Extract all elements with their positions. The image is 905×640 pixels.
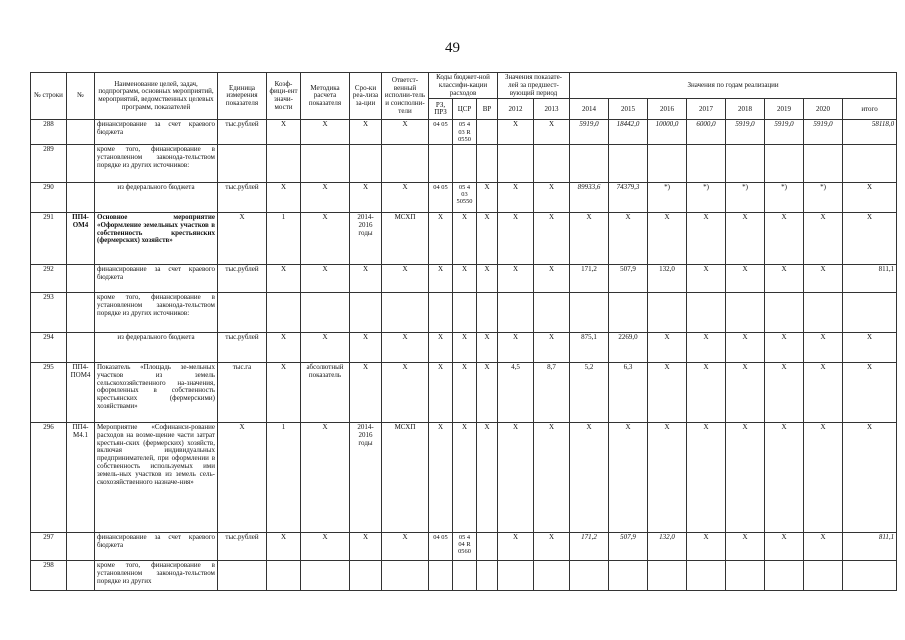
row-2019: Х (765, 213, 804, 265)
row-name: финансирование за счет краевого бюджета (95, 265, 218, 293)
row-2016: *) (648, 183, 687, 213)
row-number: 290 (31, 183, 67, 213)
row-total: Х (843, 183, 897, 213)
header-vr: ВР (477, 99, 498, 120)
row-method: Х (301, 120, 350, 145)
row-name: Показатель «Площадь зе-мельных участков из земель сельскохозяйственного на-значения, оформленных в собственность крестьянских (фермерскими) хозяйствами» (95, 363, 218, 423)
row-2016: Х (648, 333, 687, 363)
row-2014: 171,2 (570, 265, 609, 293)
row-method: Х (301, 533, 350, 561)
row-2014: 171,2 (570, 533, 609, 561)
row-name: кроме того, финансирование в установленном законода-тельством порядке из других источников: (95, 293, 218, 333)
row-vr: Х (477, 363, 498, 423)
row-2016 (648, 561, 687, 591)
row-2019 (765, 293, 804, 333)
row-id: ПП4-ОМ4 (67, 213, 95, 265)
row-2017: Х (687, 213, 726, 265)
row-unit (218, 561, 267, 591)
row-resp: Х (382, 533, 429, 561)
row-2015: 6,3 (609, 363, 648, 423)
row-2018: Х (726, 423, 765, 533)
row-2018: Х (726, 333, 765, 363)
row-vr (477, 293, 498, 333)
row-2015 (609, 561, 648, 591)
row-2020 (804, 561, 843, 591)
row-2012: Х (498, 183, 534, 213)
row-coef: Х (267, 533, 301, 561)
row-term: Х (350, 363, 382, 423)
row-resp: Х (382, 333, 429, 363)
row-resp: МСХП (382, 423, 429, 533)
row-rz: 04 05 (429, 533, 453, 561)
row-unit: тыс.рублей (218, 183, 267, 213)
header-2018: 2018 (726, 99, 765, 120)
row-term (350, 293, 382, 333)
row-2020: Х (804, 213, 843, 265)
header-number: № (67, 73, 95, 120)
row-2018 (726, 561, 765, 591)
table-row (31, 533, 897, 561)
row-2020 (804, 293, 843, 333)
row-vr: Х (477, 213, 498, 265)
row-2013: Х (534, 183, 570, 213)
row-term: Х (350, 265, 382, 293)
row-2019: Х (765, 423, 804, 533)
row-number: 297 (31, 533, 67, 561)
row-coef (267, 561, 301, 591)
row-resp: Х (382, 120, 429, 145)
row-total: Х (843, 423, 897, 533)
table-row (31, 561, 897, 591)
row-name: из федерального бюджета (95, 333, 218, 363)
row-2013: Х (534, 423, 570, 533)
row-2017: *) (687, 183, 726, 213)
row-2018 (726, 145, 765, 183)
row-term: 2014-2016 годы (350, 423, 382, 533)
row-number: 292 (31, 265, 67, 293)
row-number: 295 (31, 363, 67, 423)
row-number: 293 (31, 293, 67, 333)
row-term: Х (350, 120, 382, 145)
header-coefficient: Коэф-фици-ент значи-мости (267, 73, 301, 120)
row-2018: Х (726, 533, 765, 561)
header-row (31, 73, 897, 99)
row-2014: 5919,0 (570, 120, 609, 145)
page-number: 49 (445, 40, 460, 56)
row-term: Х (350, 333, 382, 363)
row-2017: Х (687, 265, 726, 293)
row-unit: Х (218, 423, 267, 533)
row-2015: 74379,3 (609, 183, 648, 213)
row-2017: Х (687, 363, 726, 423)
row-2015: Х (609, 423, 648, 533)
row-csr (453, 561, 477, 591)
row-number: 289 (31, 145, 67, 183)
row-id (67, 265, 95, 293)
row-number: 296 (31, 423, 67, 533)
row-2015: 2269,0 (609, 333, 648, 363)
row-csr: Х (453, 363, 477, 423)
row-name: финансирование за счет краевого бюджета (95, 120, 218, 145)
row-rz: Х (429, 265, 453, 293)
row-vr: Х (477, 183, 498, 213)
header-2016: 2016 (648, 99, 687, 120)
row-2016 (648, 145, 687, 183)
row-csr (453, 145, 477, 183)
row-vr: Х (477, 265, 498, 293)
row-vr (477, 561, 498, 591)
row-2019 (765, 561, 804, 591)
row-resp (382, 293, 429, 333)
row-2012: Х (498, 120, 534, 145)
header-2017: 2017 (687, 99, 726, 120)
header-budget-codes: Коды бюджет-ной классифи-кации расходов (429, 73, 498, 99)
row-2015: 507,9 (609, 265, 648, 293)
row-2018: Х (726, 265, 765, 293)
row-term (350, 145, 382, 183)
row-2013: Х (534, 333, 570, 363)
row-resp (382, 145, 429, 183)
row-id (67, 561, 95, 591)
row-method: Х (301, 333, 350, 363)
header-responsible: Ответст-венный исполни-тель и соисполни-тели (382, 73, 429, 120)
row-2013: Х (534, 265, 570, 293)
row-total: Х (843, 213, 897, 265)
row-rz: 04 05 (429, 183, 453, 213)
row-2020: Х (804, 333, 843, 363)
row-method (301, 561, 350, 591)
row-2018: Х (726, 213, 765, 265)
row-coef: Х (267, 183, 301, 213)
row-rz: 04 05 (429, 120, 453, 145)
row-2012 (498, 293, 534, 333)
row-2020: Х (804, 363, 843, 423)
header-2012: 2012 (498, 99, 534, 120)
row-number: 294 (31, 333, 67, 363)
row-total: Х (843, 363, 897, 423)
header-row-number: № строки (31, 73, 67, 120)
row-term: 2014-2016 годы (350, 213, 382, 265)
row-2016: 132,0 (648, 265, 687, 293)
row-resp: Х (382, 363, 429, 423)
row-csr: Х (453, 333, 477, 363)
row-unit: тыс.рублей (218, 120, 267, 145)
row-2018 (726, 293, 765, 333)
row-2016: Х (648, 423, 687, 533)
row-2014: 875,1 (570, 333, 609, 363)
header-2015: 2015 (609, 99, 648, 120)
row-csr (453, 293, 477, 333)
row-rz (429, 145, 453, 183)
row-coef (267, 293, 301, 333)
row-number: 298 (31, 561, 67, 591)
row-unit: тыс.рублей (218, 333, 267, 363)
row-name: финансирование за счет краевого бюджета (95, 533, 218, 561)
row-2018: 5919,0 (726, 120, 765, 145)
row-2018: Х (726, 363, 765, 423)
row-2013 (534, 293, 570, 333)
row-id: ПП4-ПОМ4 (67, 363, 95, 423)
row-2012: Х (498, 213, 534, 265)
row-coef: Х (267, 333, 301, 363)
header-term: Сро-ки реа-лиза за-ции (350, 73, 382, 120)
table-row (31, 293, 897, 333)
row-resp (382, 561, 429, 591)
row-2016: 10000,0 (648, 120, 687, 145)
row-2012: Х (498, 533, 534, 561)
table-row (31, 423, 897, 533)
row-total: Х (843, 333, 897, 363)
row-id (67, 293, 95, 333)
row-method (301, 293, 350, 333)
row-coef: Х (267, 120, 301, 145)
row-2015 (609, 145, 648, 183)
row-2019: *) (765, 183, 804, 213)
header-2020: 2020 (804, 99, 843, 120)
row-2016: 132,0 (648, 533, 687, 561)
row-method: абсолютный показатель (301, 363, 350, 423)
row-2015: 507,9 (609, 533, 648, 561)
row-vr (477, 120, 498, 145)
header-unit: Единица измерения показателя (218, 73, 267, 120)
row-coef (267, 145, 301, 183)
header-2019: 2019 (765, 99, 804, 120)
row-term: Х (350, 183, 382, 213)
row-unit: Х (218, 213, 267, 265)
table-row (31, 183, 897, 213)
row-2012: Х (498, 333, 534, 363)
row-coef: 1 (267, 423, 301, 533)
row-rz: Х (429, 363, 453, 423)
table-row (31, 363, 897, 423)
row-csr: 05 4 04 R 0560 (453, 533, 477, 561)
row-rz: Х (429, 213, 453, 265)
row-resp: МСХП (382, 213, 429, 265)
row-2019: Х (765, 533, 804, 561)
row-id (67, 183, 95, 213)
header-method: Методика расчета показателя (301, 73, 350, 120)
header-name: Наименование целей, задач, подпрограмм, основных мероприятий, мероприятий, ведомственных целевых программ, показателей (95, 73, 218, 120)
row-total (843, 145, 897, 183)
row-rz (429, 561, 453, 591)
row-2019: Х (765, 265, 804, 293)
row-rz: Х (429, 333, 453, 363)
row-2017: Х (687, 423, 726, 533)
header-total: итого (843, 99, 897, 120)
row-2016: Х (648, 213, 687, 265)
row-name: кроме того, финансирование в установленном законода-тельством порядке из других источников: (95, 145, 218, 183)
row-2020: 5919,0 (804, 120, 843, 145)
row-2015 (609, 293, 648, 333)
row-2014: 5,2 (570, 363, 609, 423)
row-2017 (687, 561, 726, 591)
row-vr: Х (477, 423, 498, 533)
row-2019: 5919,0 (765, 120, 804, 145)
row-unit (218, 293, 267, 333)
row-method: Х (301, 423, 350, 533)
row-csr: Х (453, 265, 477, 293)
row-2020: Х (804, 423, 843, 533)
row-total (843, 293, 897, 333)
row-2013 (534, 561, 570, 591)
header-years: Значения по годам реализации (570, 73, 897, 99)
row-id (67, 145, 95, 183)
row-rz: Х (429, 423, 453, 533)
row-2014 (570, 145, 609, 183)
row-csr: 05 4 03 50550 (453, 183, 477, 213)
row-2016: Х (648, 363, 687, 423)
table-row (31, 145, 897, 183)
row-2014: Х (570, 423, 609, 533)
row-2015: Х (609, 213, 648, 265)
row-term: Х (350, 533, 382, 561)
row-name: кроме того, финансирование в установленном законода-тельством порядке из других (95, 561, 218, 591)
row-2019: Х (765, 333, 804, 363)
row-2017 (687, 145, 726, 183)
row-2017 (687, 293, 726, 333)
row-2019: Х (765, 363, 804, 423)
row-2012 (498, 561, 534, 591)
row-method (301, 145, 350, 183)
row-2014 (570, 561, 609, 591)
row-2012 (498, 145, 534, 183)
row-number: 288 (31, 120, 67, 145)
row-2020: Х (804, 265, 843, 293)
row-2017: Х (687, 333, 726, 363)
row-2020: Х (804, 533, 843, 561)
row-vr (477, 145, 498, 183)
program-indicators-table (30, 72, 897, 591)
row-name: из федерального бюджета (95, 183, 218, 213)
row-unit (218, 145, 267, 183)
header-2013: 2013 (534, 99, 570, 120)
row-2017: 6000,0 (687, 120, 726, 145)
row-id (67, 333, 95, 363)
row-2013: Х (534, 213, 570, 265)
row-rz (429, 293, 453, 333)
row-total: 811,1 (843, 265, 897, 293)
row-2013: Х (534, 533, 570, 561)
row-csr: 05 4 03 R 0550 (453, 120, 477, 145)
row-2013: Х (534, 120, 570, 145)
row-csr: Х (453, 213, 477, 265)
row-coef: 1 (267, 213, 301, 265)
row-2018: *) (726, 183, 765, 213)
row-method: Х (301, 213, 350, 265)
row-total: 811,1 (843, 533, 897, 561)
row-2016 (648, 293, 687, 333)
row-method: Х (301, 183, 350, 213)
row-2014: Х (570, 213, 609, 265)
header-2014: 2014 (570, 99, 609, 120)
row-2013 (534, 145, 570, 183)
row-total: 58118,0 (843, 120, 897, 145)
row-name: Мероприятие «Софинанси-рование расходов на возме-щение части затрат крестьян-ских (фермерских) хозяйств, включая индивидуальных предпринимателей, при оформлении в собственность используемых ими земель-ных участков из земель сель-скохозяйственного назначе-ния» (95, 423, 218, 533)
row-unit: тыс.рублей (218, 533, 267, 561)
row-2012: Х (498, 423, 534, 533)
row-resp: Х (382, 265, 429, 293)
row-2013: 8,7 (534, 363, 570, 423)
row-coef: Х (267, 363, 301, 423)
row-2019 (765, 145, 804, 183)
row-id: ПП4-М4.1 (67, 423, 95, 533)
header-rz: РЗ, ПРЗ (429, 99, 453, 120)
row-id (67, 120, 95, 145)
row-vr: Х (477, 333, 498, 363)
row-vr (477, 533, 498, 561)
header-csr: ЦСР (453, 99, 477, 120)
row-unit: тыс.рублей (218, 265, 267, 293)
row-2014 (570, 293, 609, 333)
row-resp: Х (382, 183, 429, 213)
row-coef: Х (267, 265, 301, 293)
row-method: Х (301, 265, 350, 293)
row-unit: тыс.га (218, 363, 267, 423)
row-csr: Х (453, 423, 477, 533)
row-2020: *) (804, 183, 843, 213)
row-term (350, 561, 382, 591)
row-2020 (804, 145, 843, 183)
row-id (67, 533, 95, 561)
header-previous-period: Значения показате-лей за предшест-вующий период (498, 73, 570, 99)
row-number: 291 (31, 213, 67, 265)
row-2015: 18442,0 (609, 120, 648, 145)
table-row (31, 265, 897, 293)
row-2014: 89933,6 (570, 183, 609, 213)
row-2017: Х (687, 533, 726, 561)
table-row (31, 333, 897, 363)
row-name: Основное мероприятие «Оформление земельных участков в собственность крестьянских (фермерских) хозяйств» (95, 213, 218, 265)
table-row (31, 120, 897, 145)
table-row (31, 213, 897, 265)
row-2012: 4,5 (498, 363, 534, 423)
row-2012: Х (498, 265, 534, 293)
row-total (843, 561, 897, 591)
